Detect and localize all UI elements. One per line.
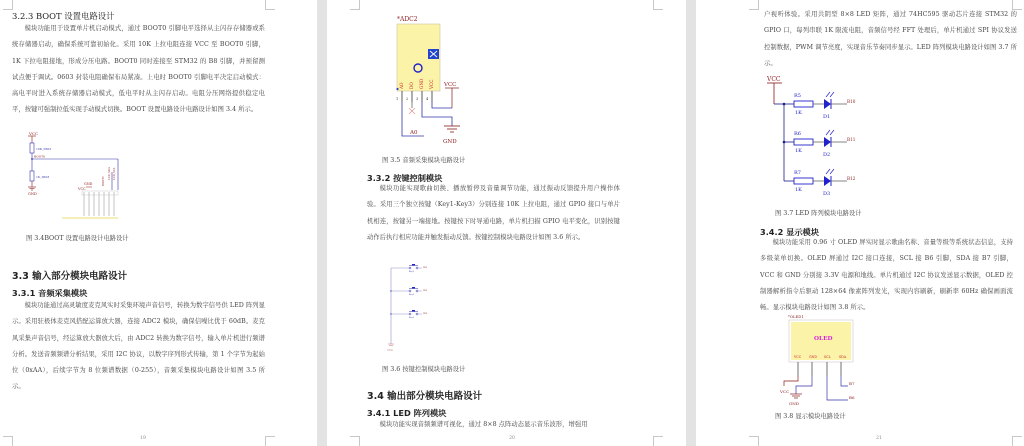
figure-3-8-caption: 图 3.8 显示模块电路设计 xyxy=(775,413,846,420)
svg-text:D1: D1 xyxy=(823,114,831,120)
svg-text:Key2: Key2 xyxy=(409,294,415,296)
oled-title: OLED xyxy=(814,336,833,342)
figure-3-4-caption: 图 3.4BOOT 设置电路设计电路设计 xyxy=(26,235,129,242)
svg-text:SDA: SDA xyxy=(839,355,847,359)
svg-text:VCC: VCC xyxy=(444,82,457,88)
resistor-10k xyxy=(30,143,34,153)
figure-adc2-schematic xyxy=(393,12,463,150)
led-row-3 xyxy=(784,169,856,197)
adc2-designator: *ADC2 xyxy=(397,16,418,23)
svg-text:VCC: VCC xyxy=(794,355,802,359)
page-corner-mark xyxy=(653,0,663,10)
svg-text:R5: R5 xyxy=(794,93,801,99)
svg-text:B10: B10 xyxy=(847,99,856,104)
section-heading-3-3-2: 3.3.2 按键控制模块 xyxy=(367,173,443,183)
svg-text:D2: D2 xyxy=(823,152,831,158)
svg-text:1K: 1K xyxy=(795,187,802,193)
svg-text:GND: GND xyxy=(419,78,424,89)
section-heading-3-4-2: 3.4.2 显示模块 xyxy=(760,227,819,237)
paragraph-display: 模块功能采用 0.96 寸 OLED 屏实时显示歌曲名称、音量等级等系统状态信息，支持多级菜单切换。OLED 屏通过 I2C 接口连接，SCL 接 B6 引脚，SDA 接 B7 引脚，VCC 和 GND 分别接 3.3V 电源和地线。单片机通过 I2C 协议发送显示数据，OLED 控制器解析指令后驱动 128×64 像素阵列发光，实现内容刷新，刷新率 60Hz 确保画面流畅。显示模块电路设计如图 3.8 所示。 xyxy=(760,239,1013,312)
key1-switch xyxy=(391,264,428,273)
svg-text:3: 3 xyxy=(416,97,419,101)
svg-text:1K: 1K xyxy=(795,110,802,116)
svg-text:DO: DO xyxy=(409,82,414,89)
document-page-20 xyxy=(327,0,686,446)
svg-text:SCL: SCL xyxy=(824,355,831,359)
svg-text:GND: GND xyxy=(84,182,93,186)
page-corner-mark xyxy=(1012,436,1022,446)
svg-text:VCC: VCC xyxy=(429,79,434,89)
svg-text:2: 2 xyxy=(406,97,409,101)
page-corner-mark xyxy=(749,0,759,10)
document-page-21 xyxy=(696,0,1024,446)
page-corner-mark xyxy=(3,436,13,446)
page-corner-mark xyxy=(265,436,275,446)
page-corner-mark xyxy=(265,0,275,10)
page-number: 20 xyxy=(509,436,515,441)
svg-text:Key3: Key3 xyxy=(409,317,415,319)
figure-3-6-caption: 图 3.6 按键控制模块电路设计 xyxy=(382,366,466,373)
svg-text:B11: B11 xyxy=(847,137,856,142)
section-heading-3-3: 3.3 输入部分模块电路设计 xyxy=(12,271,128,282)
paragraph-led-start: 模块功能实现音频频谱可视化，通过 8×8 点阵动态显示音乐波形，增强用 xyxy=(379,421,588,428)
svg-text:LCD_SDA: LCD_SDA xyxy=(108,167,111,180)
svg-text:GND: GND xyxy=(443,139,457,145)
page-corner-mark xyxy=(3,0,13,10)
section-heading-3-4: 3.4 输出部分模块电路设计 xyxy=(367,391,483,402)
page-corner-mark xyxy=(350,436,360,446)
section-heading-3-4-1: 3.4.1 LED 阵列模块 xyxy=(367,408,447,418)
svg-text:1: 1 xyxy=(396,97,399,101)
svg-text:B6: B6 xyxy=(849,395,855,400)
section-heading-3-2-3: 3.2.3 BOOT 设置电路设计 xyxy=(12,11,115,21)
paragraph-boot: 模块功能用于设置单片机启动模式，通过 BOOT0 引脚电平选择从主闪存存储器或系统存储器启动，确保系统可靠初始化。采用 10K 上拉电阻连接 VCC 至 BOOT0 引脚，1K 下拉电阻接地，形成分压电路。BOOT0 同时连接至 STM32 的 B8 引脚，并预留测试点便于调试。0603 封装电阻确保布局紧凑。上电时 BOOT0 引脚电平决定启动模式：高电平时进入系统存储器启动模式，低电平时从主闪存启动。电阻分压网络提供稳定电平，按键可强制拉低实现手动模式切换。BOOT 设置电路设计电路设计如图 3.4 所示。 xyxy=(12,25,265,114)
svg-text:PB3: PB3 xyxy=(423,267,428,269)
svg-text:VCC: VCC xyxy=(78,187,86,191)
svg-text:BOOT0: BOOT0 xyxy=(102,176,105,186)
svg-text:B7: B7 xyxy=(849,381,855,386)
svg-text:GND: GND xyxy=(387,349,393,352)
page-corner-mark xyxy=(653,436,663,446)
paragraph-audio: 模块功能通过高灵敏度麦克风实时采集环境声音信号，转换为数字信号供 LED 阵列显示。采用驻极体麦克风搭配运算放大器，连接 ADC2 模块，确保信噪比优于 60dB。麦克风采集声音信号，经运算放大器放大后，由 ADC2 转换为数字信号，输入单片机进行频谱分析。发送音频频谱分析结果，采用 I2C 协议，以数字序列形式传输，第 1 个字节为起始位（0xAA），后续字节为 8 位频谱数据（0-255），音频采集模块电路设计如图 3.5 所示。 xyxy=(12,302,265,391)
figure-3-5-caption: 图 3.5 音频采集模块电路设计 xyxy=(382,157,466,164)
svg-text:R7: R7 xyxy=(794,170,801,176)
figure-keys-schematic xyxy=(385,262,435,354)
section-heading-3-3-1: 3.3.1 音频采集模块 xyxy=(12,288,88,298)
svg-text:AO: AO xyxy=(399,82,404,89)
svg-text:A0: A0 xyxy=(410,130,418,136)
svg-text:D3: D3 xyxy=(823,191,831,197)
document-page-19 xyxy=(0,0,317,446)
led-row-1 xyxy=(784,92,856,120)
svg-text:B12: B12 xyxy=(847,176,856,181)
figure-led-schematic xyxy=(764,74,894,202)
svg-text:Key1: Key1 xyxy=(409,271,415,273)
svg-text:LCD_SCL: LCD_SCL xyxy=(113,167,116,180)
vcc-label: VCC xyxy=(29,131,39,136)
key3-switch xyxy=(390,310,428,319)
svg-text:GND: GND xyxy=(809,355,817,359)
gnd-label: GND xyxy=(28,192,37,196)
figure-boot-schematic xyxy=(26,130,122,226)
svg-text:PB3: PB3 xyxy=(423,290,428,292)
page-number: 19 xyxy=(140,436,146,441)
page-corner-mark xyxy=(350,0,360,10)
paragraph-keys: 模块功能实现歌曲切换、播放暂停及音量调节功能，通过振动反馈提升用户操作体验。采用三个独立按键（Key1-Key3）分别连接 10K 上拉电阻，通过 GPIO 接口与单片机相连，按键另一端接地。按键按下时导通电路，单片机扫描 GPIO 电平变化，识别按键动作后执行相应功能并触发振动反馈。按键控制模块电路设计如图 3.6 所示。 xyxy=(367,185,620,241)
vcc-label: VCC xyxy=(767,76,781,83)
svg-text:PB4: PB4 xyxy=(423,313,428,315)
page-corner-mark xyxy=(749,436,759,446)
svg-text:GND: GND xyxy=(789,401,799,406)
paragraph-led-continued: 户视听体验。采用共阴型 8×8 LED 矩阵，通过 74HC595 驱动芯片连接 STM32 的 GPIO 口，每列串联 1K 限流电阻，音频信号经 FFT 处理后，单片机通过 SPI 协议发送控制数据，PWM 调节亮度，实现音乐节奏同步显示。LED 阵列模块电路设计如图 3.7 所示。 xyxy=(764,11,1017,67)
oled-designator: *OLED1 xyxy=(788,314,804,319)
svg-text:1K_0603: 1K_0603 xyxy=(36,175,50,179)
resistor-1k xyxy=(30,171,34,181)
svg-text:4: 4 xyxy=(426,97,429,101)
page-number: 21 xyxy=(876,436,882,441)
figure-3-7-caption: 图 3.7 LED 阵列模块电路设计 xyxy=(775,210,862,217)
svg-text:10K_0603: 10K_0603 xyxy=(36,147,52,151)
key2-switch xyxy=(390,287,428,296)
svg-text:BOOT0: BOOT0 xyxy=(34,154,46,159)
svg-text:VCC: VCC xyxy=(780,389,790,394)
led-row-2 xyxy=(784,130,856,158)
figure-oled-schematic xyxy=(774,313,874,407)
svg-text:R6: R6 xyxy=(794,131,801,137)
svg-text:1K: 1K xyxy=(795,148,802,154)
